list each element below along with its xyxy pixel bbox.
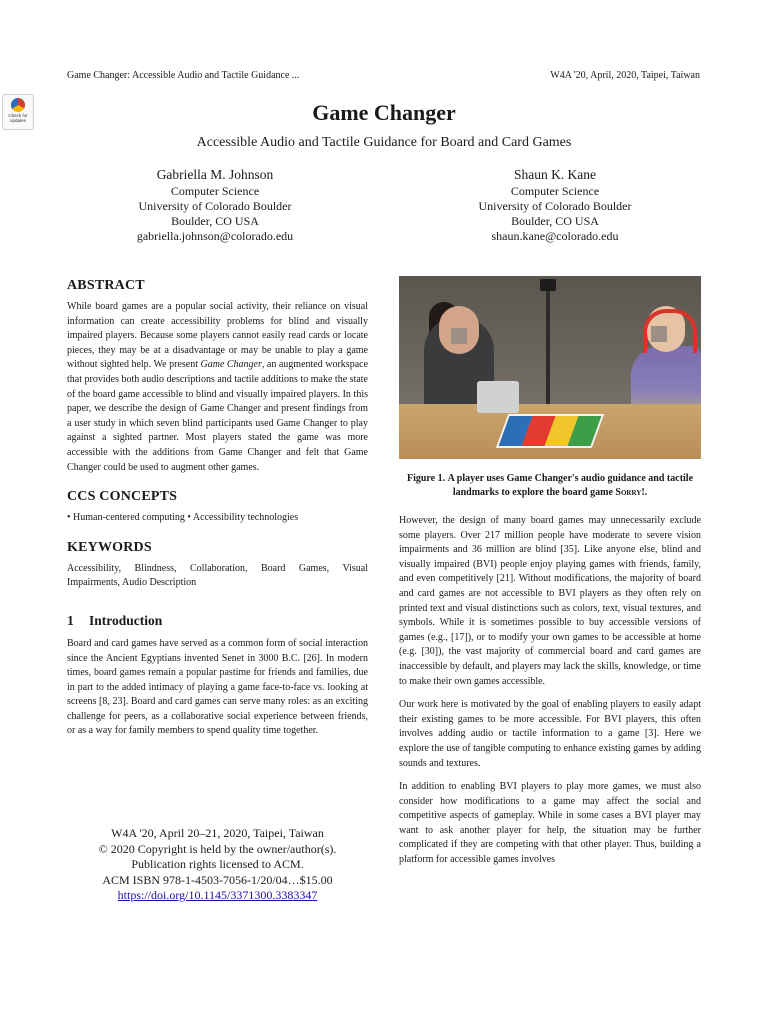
author-location: Boulder, CO USA [511,214,599,228]
section-title: Introduction [89,612,163,628]
abstract-text-start: While board games are a popular social activity, their reliance on visual information can create accessibility problems for blind and visually impaired players. Because some players cannot easily read cards or locate pieces, they may be at a disadvantage or may be unable to play a game without sighted help. We present [67,301,368,371]
author-location: Boulder, CO USA [171,214,259,228]
paper-subtitle: Accessible Audio and Tactile Guidance for Board and Card Games [196,135,572,150]
copyright-block [67,826,368,904]
left-column [67,278,368,739]
caption-rest: ance and tactile landmarks to explore the board game [452,473,694,498]
running-head-left: Game Changer: Accessible Audio and Tactile Guidance ... [67,70,300,81]
abstract-italic-name: Game Changer [200,359,262,371]
caption-bold: A player uses Game Changer's audio guid [447,473,627,484]
figure-caption [399,472,701,500]
author-dept: Computer Science [510,184,600,198]
figure-label: Figure 1. [406,473,446,484]
author-org: University of Colorado Boulder [478,199,632,213]
author-name: Shaun K. Kane [513,167,597,182]
body-paragraph-3: In addition to enabling BVI players to play more games, we must also consider how modifications to a game may affect the social and competitive aspects of gameplay. While in some cases a BVI player may want to ask another player for help, the situation may be further complicated if they are competing with that other player. Thus, building a platform for accessible games involves [399,781,701,866]
copyright-isbn: ACM ISBN 978-1-4503-7056-1/20/04…$15.00 [102,872,333,887]
laptop-icon [477,381,519,413]
camera-icon [540,279,556,291]
doi-link[interactable]: https://doi.org/10.1145/3371300.3383347 [117,888,318,902]
ccs-heading: CCS CONCEPTS [67,489,178,505]
author-org: University of Colorado Boulder [138,199,292,213]
copyright-venue: W4A '20, April 20–21, 2020, Taipei, Taiwan [111,826,324,840]
camera-stand [546,281,550,411]
body-paragraph-1: However, the design of many board games may unnecessarily exclude some players. Over 217 million people have moderate to severe vision impairments and 36 million are blind [35]. Like anyone else, blind and visually impaired (BVI) people enjoy playing games with friends, family, and even competitively [21]. Without modifications, the majority of board and card games are not accessible to BVI players as they often rely on printed text and visual distinctions such as colors, text, visual textures, and symbols. While it is sometimes possible to buy accessible versions of games (e.g., [17]), or to modify your own games to be accessible at home (e.g. [30]), the vast majority of commercial board and card games are inaccessible by default, and players may lack the skills, knowledge, or time to make their own games accessible. [399,515,701,687]
badge-label: Check for updates [8,113,28,123]
face-blur-right [651,326,667,342]
introduction-text: Board and card games have served as a common form of social interaction since the Ancient Egyptians invented Senet in 3000 B.C. [26]. In modern times, board games remain a popular pastime for friends and families, due in part to the added intimacy of playing a game face-to-face vs. looking at screens [8, 23]. Board and card games can serve many roles: as an exciting challenge for peers, as a collaborative social experience between friends, or as a way for family members to spend quality time together. [67,637,368,737]
copyright-holder: © 2020 Copyright is held by the owner/author(s). [98,841,337,856]
right-column [399,514,701,868]
abstract-text-end: , an augmented workspace that provides both audio descriptions and tactile additions to make the state of the board game accessible to blind and visually impaired players. In this paper, we describe the design of Game Changer and present findings from a user study in which seven blind participants used Game Changer to play against a sighted partner. Most players stated the game was more accessible with the additions from Game Changer and felt that Game Changer could be used to augment other games. [67,359,369,473]
body-paragraph-2: Our work here is motivated by the goal of enabling players to easily adapt their existing games to be more accessible. For BVI players, this often involves adding audio or tactile information to a game [3]. Here we explore the use of tangible computing to enhance existing games by adding sounds and textures. [399,699,701,769]
paper-title: Game Changer [312,100,456,125]
author-block-2 [430,166,680,244]
introduction-heading [67,613,368,629]
abstract-heading: ABSTRACT [67,278,145,293]
author-dept: Computer Science [170,184,260,198]
figure-photo [399,276,701,459]
author-name: Gabriella M. Johnson [156,167,274,182]
running-head-right: W4A '20, April, 2020, Taipei, Taiwan [550,70,700,81]
face-blur-left [451,328,467,344]
author-email[interactable]: gabriella.johnson@colorado.edu [136,229,294,243]
game-board [496,414,604,448]
keywords-heading: KEYWORDS [67,539,152,555]
keywords-text: Accessibility, Blindness, Collaboration, Board Games, Visual Impairments, Audio Description [67,562,368,589]
author-block-1 [90,166,340,244]
copyright-license: Publication rights licensed to ACM. [131,857,304,871]
section-number: 1 [67,612,74,628]
caption-game-name: Sorry! [615,487,645,498]
author-email[interactable]: shaun.kane@colorado.edu [491,229,619,243]
caption-end: . [644,487,648,498]
abstract-text [67,300,368,475]
ccs-text: • Human-centered computing • Accessibility technologies [67,512,299,524]
